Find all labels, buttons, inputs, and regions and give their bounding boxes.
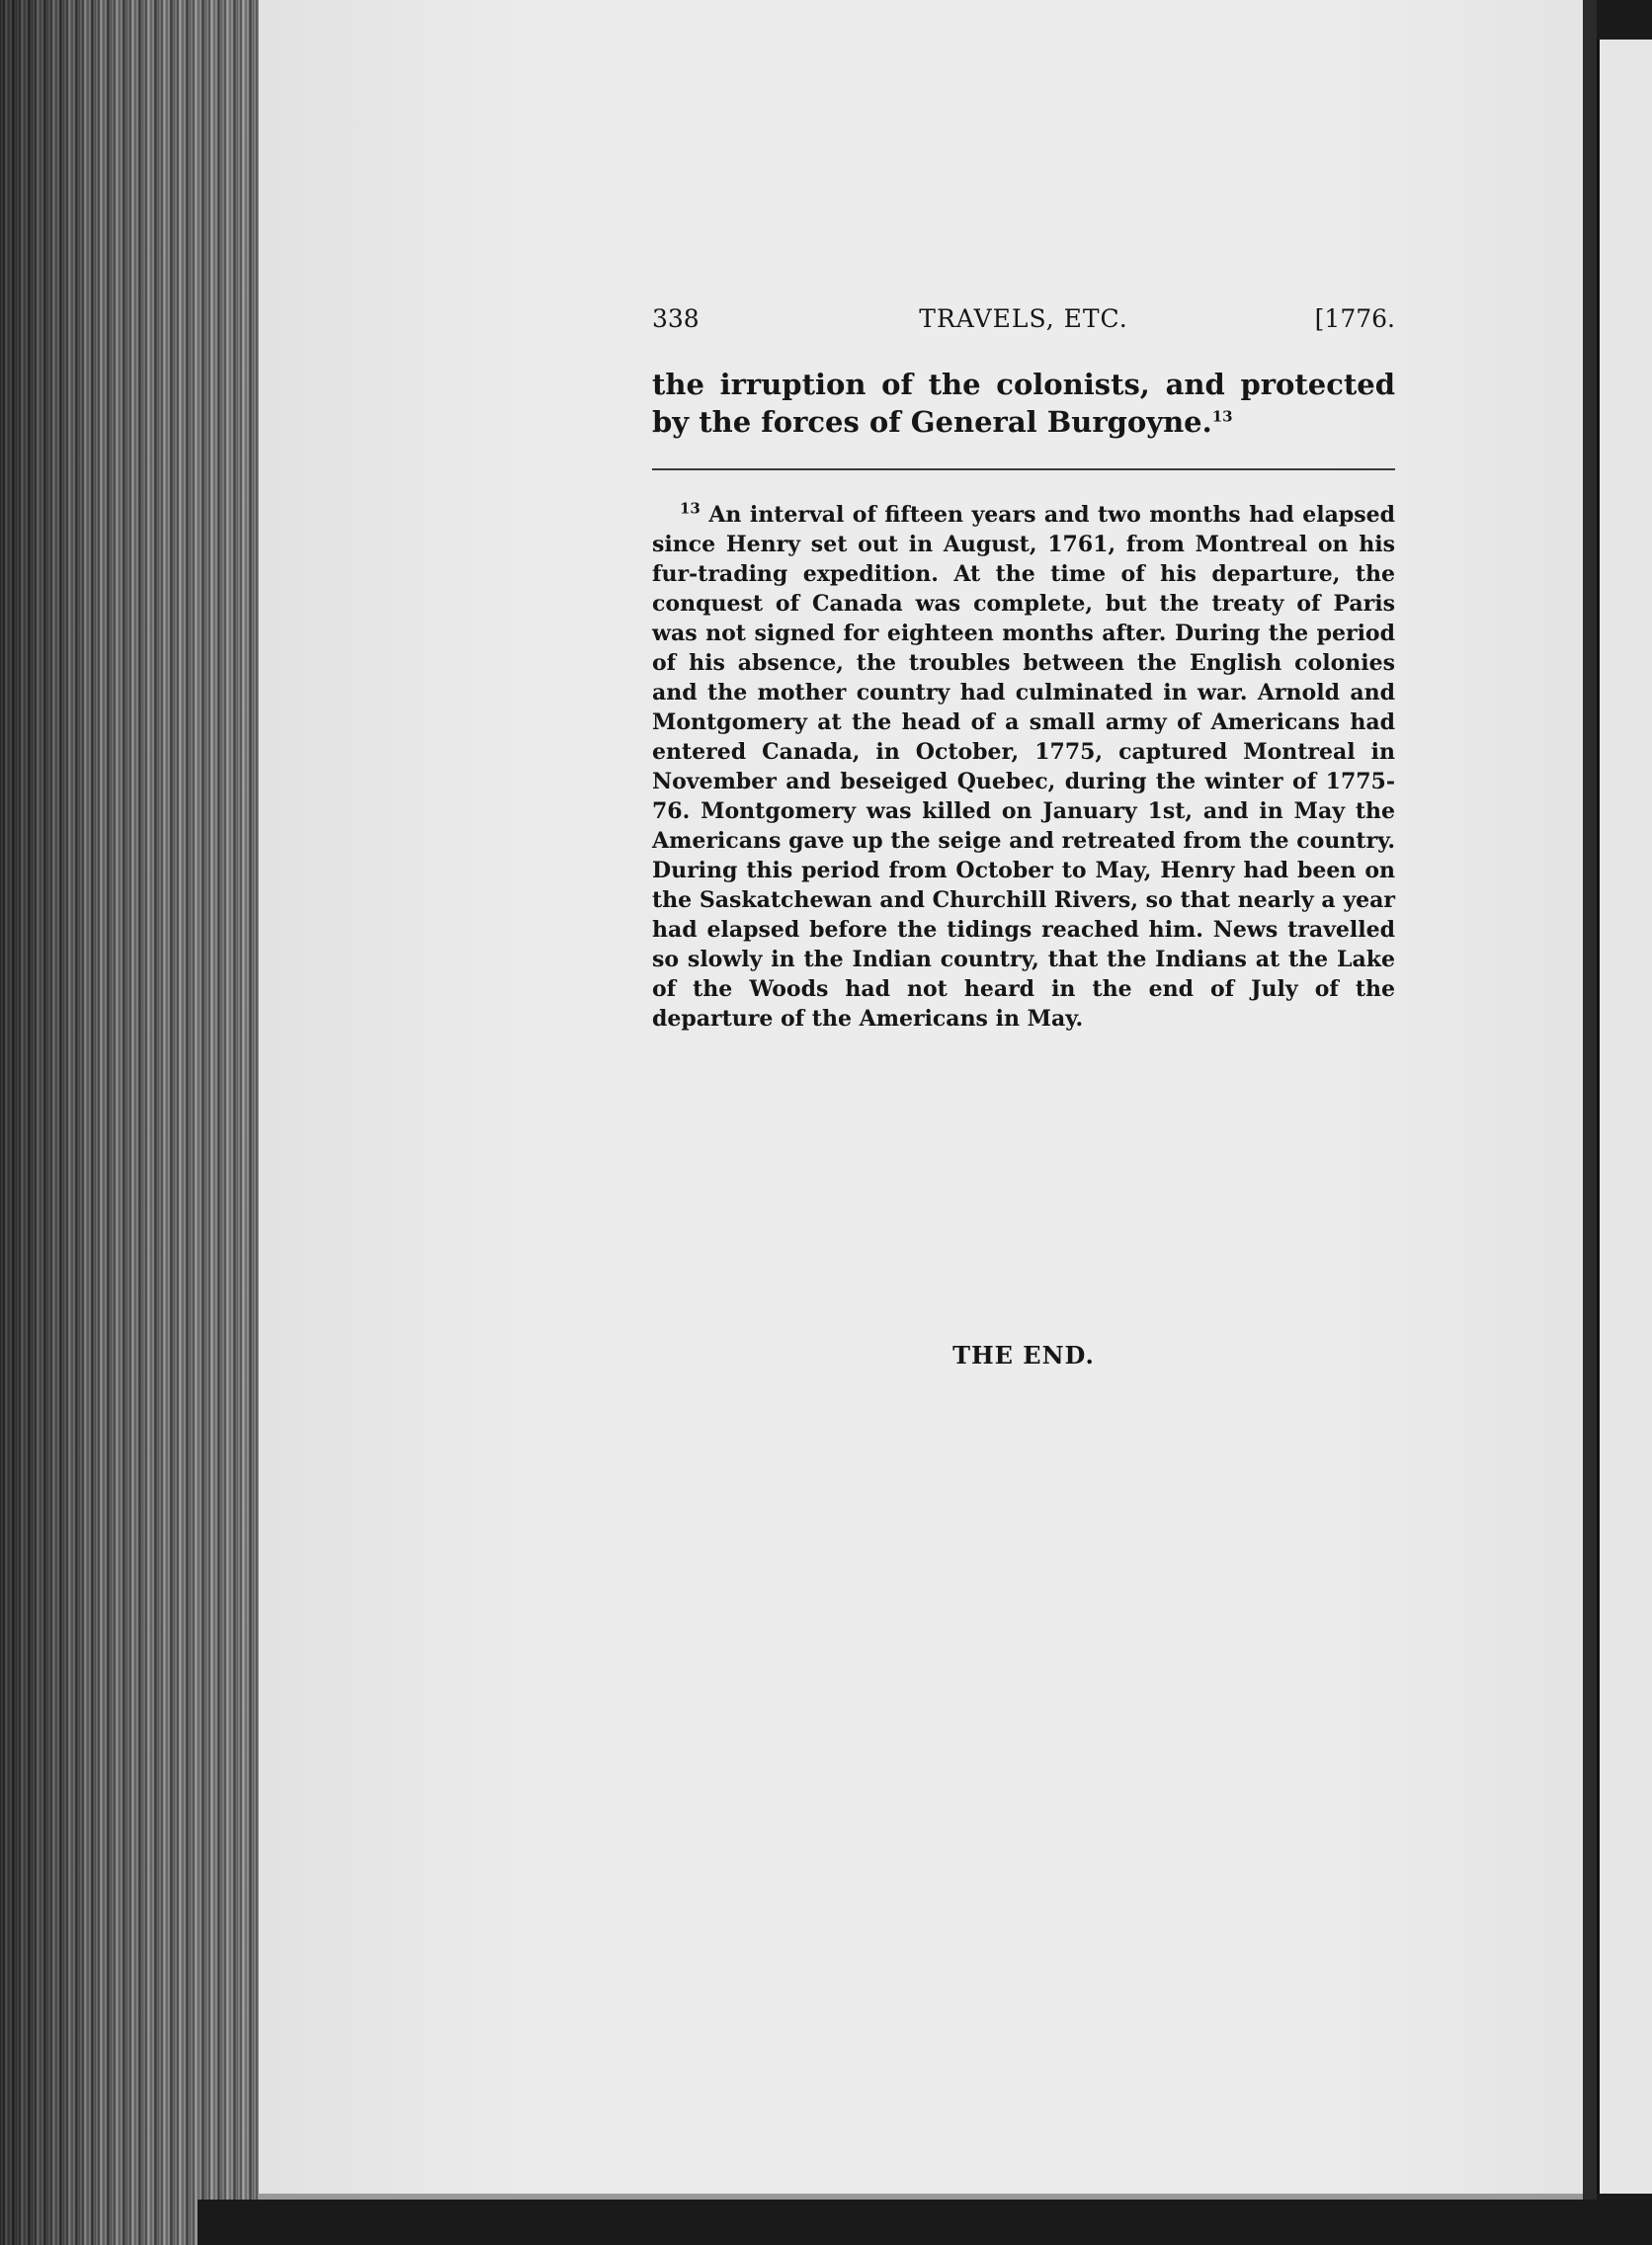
running-head — [652, 304, 1395, 344]
binding-edge — [1583, 0, 1597, 2203]
page-number: 338 — [652, 304, 700, 333]
body-paragraph — [652, 366, 1395, 441]
facing-page-sliver — [1597, 40, 1652, 2194]
body-text: the irruption of the colonists, and protected by the forces of General Burgoyne. — [652, 368, 1395, 439]
footnote-text: An interval of fifteen years and two months had elapsed since Henry set out in August, 1761, from Montreal on his fur-trading expedition. At the time of his departure, the conquest of Canada was complete, but the treaty of Paris was not signed for eighteen months after. During the period of his absence, the troubles between the English colonies and the mother country had culminated in war. Arnold and Montgomery at the head of a small army of Americans had entered Canada, in October, 1775, captured Montreal in November and beseiged Quebec, during the winter of 1775-76. Montgomery was killed on January 1st, and in May the Americans gave up the seige and retreated from the country. During this period from October to May, Henry had been on the Saskatchewan and Churchill Rivers, so that nearly a year had elapsed before the tidings reached him. News travelled so slowly in the Indian country, that the Indians at the Lake of the Woods had not heard in the end of July of the departure of the Americans in May. — [652, 502, 1395, 1032]
footnote-rule — [652, 468, 1395, 470]
text-block — [652, 304, 1395, 1055]
footnote-marker: 13 — [680, 499, 701, 518]
page-stack-edge — [0, 0, 259, 2245]
running-head-title: TRAVELS, ETC. — [919, 304, 1128, 333]
scan-bottom-edge — [198, 2200, 1652, 2245]
the-end-heading: THE END. — [952, 1341, 1095, 1370]
running-head-date: [1776. — [1314, 304, 1395, 333]
footnote-reference: 13 — [1211, 407, 1233, 426]
footnote — [652, 500, 1395, 1034]
